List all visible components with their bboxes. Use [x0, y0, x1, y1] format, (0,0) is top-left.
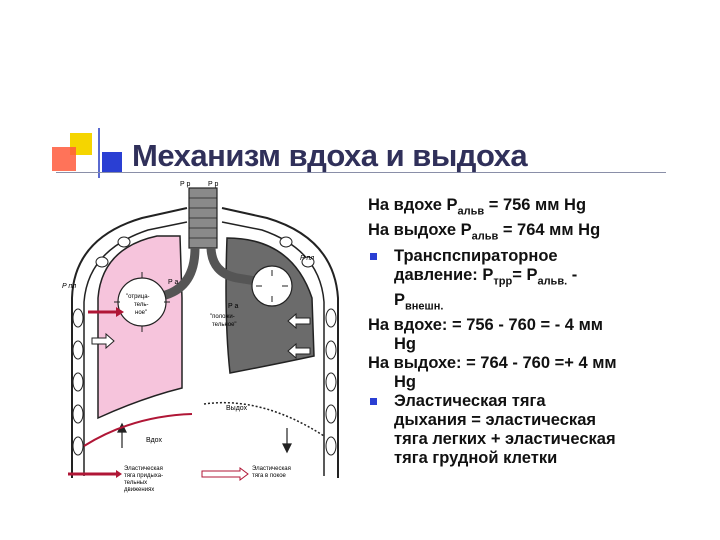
inhale-calc-unit: Hg	[394, 335, 416, 354]
svg-text:тяга придыха-: тяга придыха-	[124, 473, 164, 479]
label-pa-right: P а	[228, 303, 239, 310]
svg-text:движениях: движениях	[124, 487, 155, 493]
decor-vertical-line	[98, 128, 100, 178]
alveolus-left-text-2: тель-	[134, 302, 149, 308]
legend-right	[202, 466, 291, 480]
exhale-pressure-line: На выдохе $Р_{альв} = 764$ мм Hg	[368, 221, 601, 243]
svg-text:Эластическая: Эластическая	[252, 466, 291, 472]
label-top-right: P р	[208, 181, 219, 188]
label-inhale: Вдох	[146, 437, 162, 444]
diaphragm-inhale	[84, 414, 192, 446]
left-lung	[98, 236, 182, 418]
diaphragm-arrows	[118, 424, 291, 452]
bullet-icon	[370, 398, 377, 405]
lung-diagram	[62, 178, 347, 508]
label-pa-left: P а	[168, 279, 179, 286]
elastic-recoil-bullet: Эластическая тяга дыхания = эластическая тяга легких + эластическая тяга грудной клетки	[368, 392, 698, 468]
diaphragm-exhale	[204, 403, 324, 436]
inhale-calc-line: На вдохе: = 756 - 760 = - 4 мм	[368, 316, 603, 335]
decor-blue-square	[102, 152, 122, 172]
exhale-calc-line: На выдохе: = 764 - 760 =+ 4 мм	[368, 354, 617, 373]
slide-title: Механизм вдоха и выдоха	[132, 138, 528, 173]
text-panel	[368, 196, 698, 468]
svg-text:тельных: тельных	[124, 480, 148, 486]
label-top-left: P р	[180, 181, 191, 188]
legend-left	[68, 466, 163, 493]
bullet-icon	[370, 253, 377, 260]
label-p-right: P пл	[300, 255, 315, 262]
transrespiratory-bullet: Транспспираторное давление: $Р_{трр}= Р_{альв.}$ - $Р_{внешн.}$	[368, 247, 698, 317]
exhale-calc-unit: Hg	[394, 373, 416, 392]
inhale-pressure-line: На вдохе $Р_{альв} = 756$ мм Hg	[368, 196, 587, 218]
decor-red-square	[52, 147, 76, 171]
alveolus-left-text-1: "отрица-	[126, 294, 150, 300]
alveolus-right-text-2: тельное"	[212, 322, 237, 328]
alveolus-right-text-1: "положи-	[210, 314, 235, 320]
svg-text:тяга в покое: тяга в покое	[252, 473, 286, 479]
svg-text:Эластическая: Эластическая	[124, 466, 163, 472]
label-exhale: Выдох	[226, 405, 248, 412]
label-p-left: P пл	[62, 283, 77, 290]
alveolus-left-text-3: ное"	[135, 310, 148, 316]
